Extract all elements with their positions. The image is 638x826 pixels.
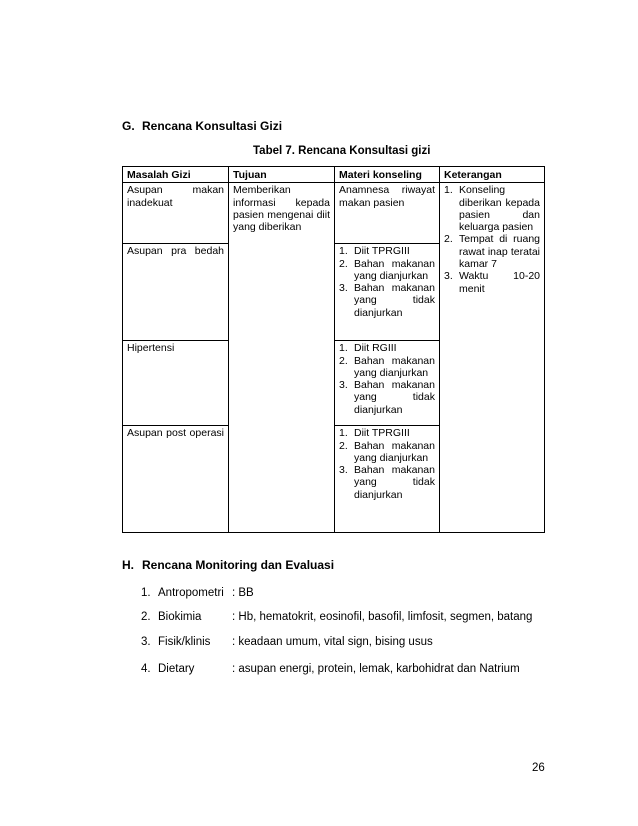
masalah-cell: Asupan pra bedah	[123, 244, 229, 341]
item-text: Bahan makanan yang dianjurkan	[354, 354, 435, 379]
item-label: Antropometri	[158, 587, 224, 599]
list-item	[339, 355, 435, 380]
list-item	[339, 427, 435, 439]
tujuan-text: Memberikan informasi kepada pasien mengenai diit yang diberikan	[233, 184, 330, 234]
item-text: Bahan makanan yang dianjurkan	[354, 439, 435, 464]
item-number: 4.	[141, 663, 151, 675]
item-number: 3.	[339, 282, 348, 295]
section-g-title: Rencana Konsultasi Gizi	[142, 119, 283, 133]
item-value: : BB	[232, 587, 254, 599]
tujuan-cell	[229, 183, 335, 533]
keterangan-cell	[440, 183, 545, 533]
section-h-letter: H.	[122, 558, 134, 572]
keterangan-list	[444, 184, 540, 295]
item-number: 3.	[339, 379, 348, 392]
header-masalah: Masalah Gizi	[123, 167, 229, 183]
item-number: 2.	[141, 611, 151, 623]
item-number: 1.	[339, 427, 348, 440]
item-text: Tempat di ruang rawat inap teratai kamar 7	[459, 233, 540, 271]
list-item	[141, 636, 433, 648]
item-number: 2.	[339, 257, 348, 270]
section-g-letter: G.	[122, 119, 135, 133]
item-text: Bahan makanan yang dianjurkan	[354, 257, 435, 282]
item-value: : asupan energi, protein, lemak, karbohidrat dan Natrium	[232, 663, 520, 675]
section-h-heading	[122, 558, 334, 572]
list-item	[444, 184, 540, 233]
item-number: 1.	[339, 245, 348, 258]
header-keterangan: Keterangan	[440, 167, 545, 183]
list-item	[141, 587, 254, 599]
item-number: 3.	[444, 270, 453, 283]
item-label: Biokimia	[158, 611, 202, 623]
materi-list	[339, 245, 435, 319]
section-h-title: Rencana Monitoring dan Evaluasi	[142, 558, 335, 572]
item-number: 2.	[444, 233, 453, 246]
materi-cell	[335, 341, 440, 426]
masalah-cell: Hipertensi	[123, 341, 229, 426]
page-number: 26	[532, 762, 545, 774]
item-number: 2.	[339, 354, 348, 367]
item-text: Bahan makanan yang tidak dianjurkan	[354, 379, 435, 416]
materi-cell	[335, 426, 440, 533]
item-number: 2.	[339, 439, 348, 452]
item-label: Dietary	[158, 663, 195, 675]
list-item	[339, 245, 435, 257]
item-text: Diit TPRGIII	[354, 245, 410, 258]
item-number: 1.	[141, 587, 151, 599]
item-number: 3.	[141, 636, 151, 648]
table-caption: Tabel 7. Rencana Konsultasi gizi	[253, 145, 431, 157]
list-item	[141, 663, 520, 675]
table-header-row	[123, 167, 545, 183]
list-item	[444, 233, 540, 270]
item-text: Diit TPRGIII	[354, 427, 410, 440]
masalah-cell: Asupan post operasi	[123, 426, 229, 533]
materi-cell: Anamnesa riwayat makan pasien	[335, 183, 440, 244]
konsultasi-table	[122, 166, 545, 533]
materi-cell	[335, 244, 440, 341]
list-item	[444, 270, 540, 295]
list-item	[141, 611, 532, 623]
list-item	[339, 342, 435, 354]
header-materi: Materi konseling	[335, 167, 440, 183]
item-value: : Hb, hematokrit, eosinofil, basofil, limfosit, segmen, batang	[232, 611, 533, 623]
item-number: 1.	[339, 342, 348, 355]
item-text: Bahan makanan yang tidak dianjurkan	[354, 464, 435, 501]
section-g-heading	[122, 119, 282, 133]
item-text: Diit RGIII	[354, 342, 397, 355]
item-number: 1.	[444, 184, 453, 197]
list-item	[339, 282, 435, 319]
materi-list	[339, 342, 435, 416]
list-item	[339, 440, 435, 465]
item-label: Fisik/klinis	[158, 636, 211, 648]
list-item	[339, 464, 435, 501]
materi-list	[339, 427, 435, 501]
item-text: Waktu 10-20 menit	[459, 270, 540, 295]
table-row	[123, 183, 545, 244]
list-item	[339, 258, 435, 283]
list-item	[339, 379, 435, 416]
masalah-cell: Asupan makan inadekuat	[123, 183, 229, 244]
item-value: : keadaan umum, vital sign, bising usus	[232, 636, 433, 648]
item-text: Konseling diberikan kepada pasien dan keluarga pasien	[459, 184, 540, 234]
item-number: 3.	[339, 464, 348, 477]
item-text: Bahan makanan yang tidak dianjurkan	[354, 282, 435, 319]
header-tujuan: Tujuan	[229, 167, 335, 183]
